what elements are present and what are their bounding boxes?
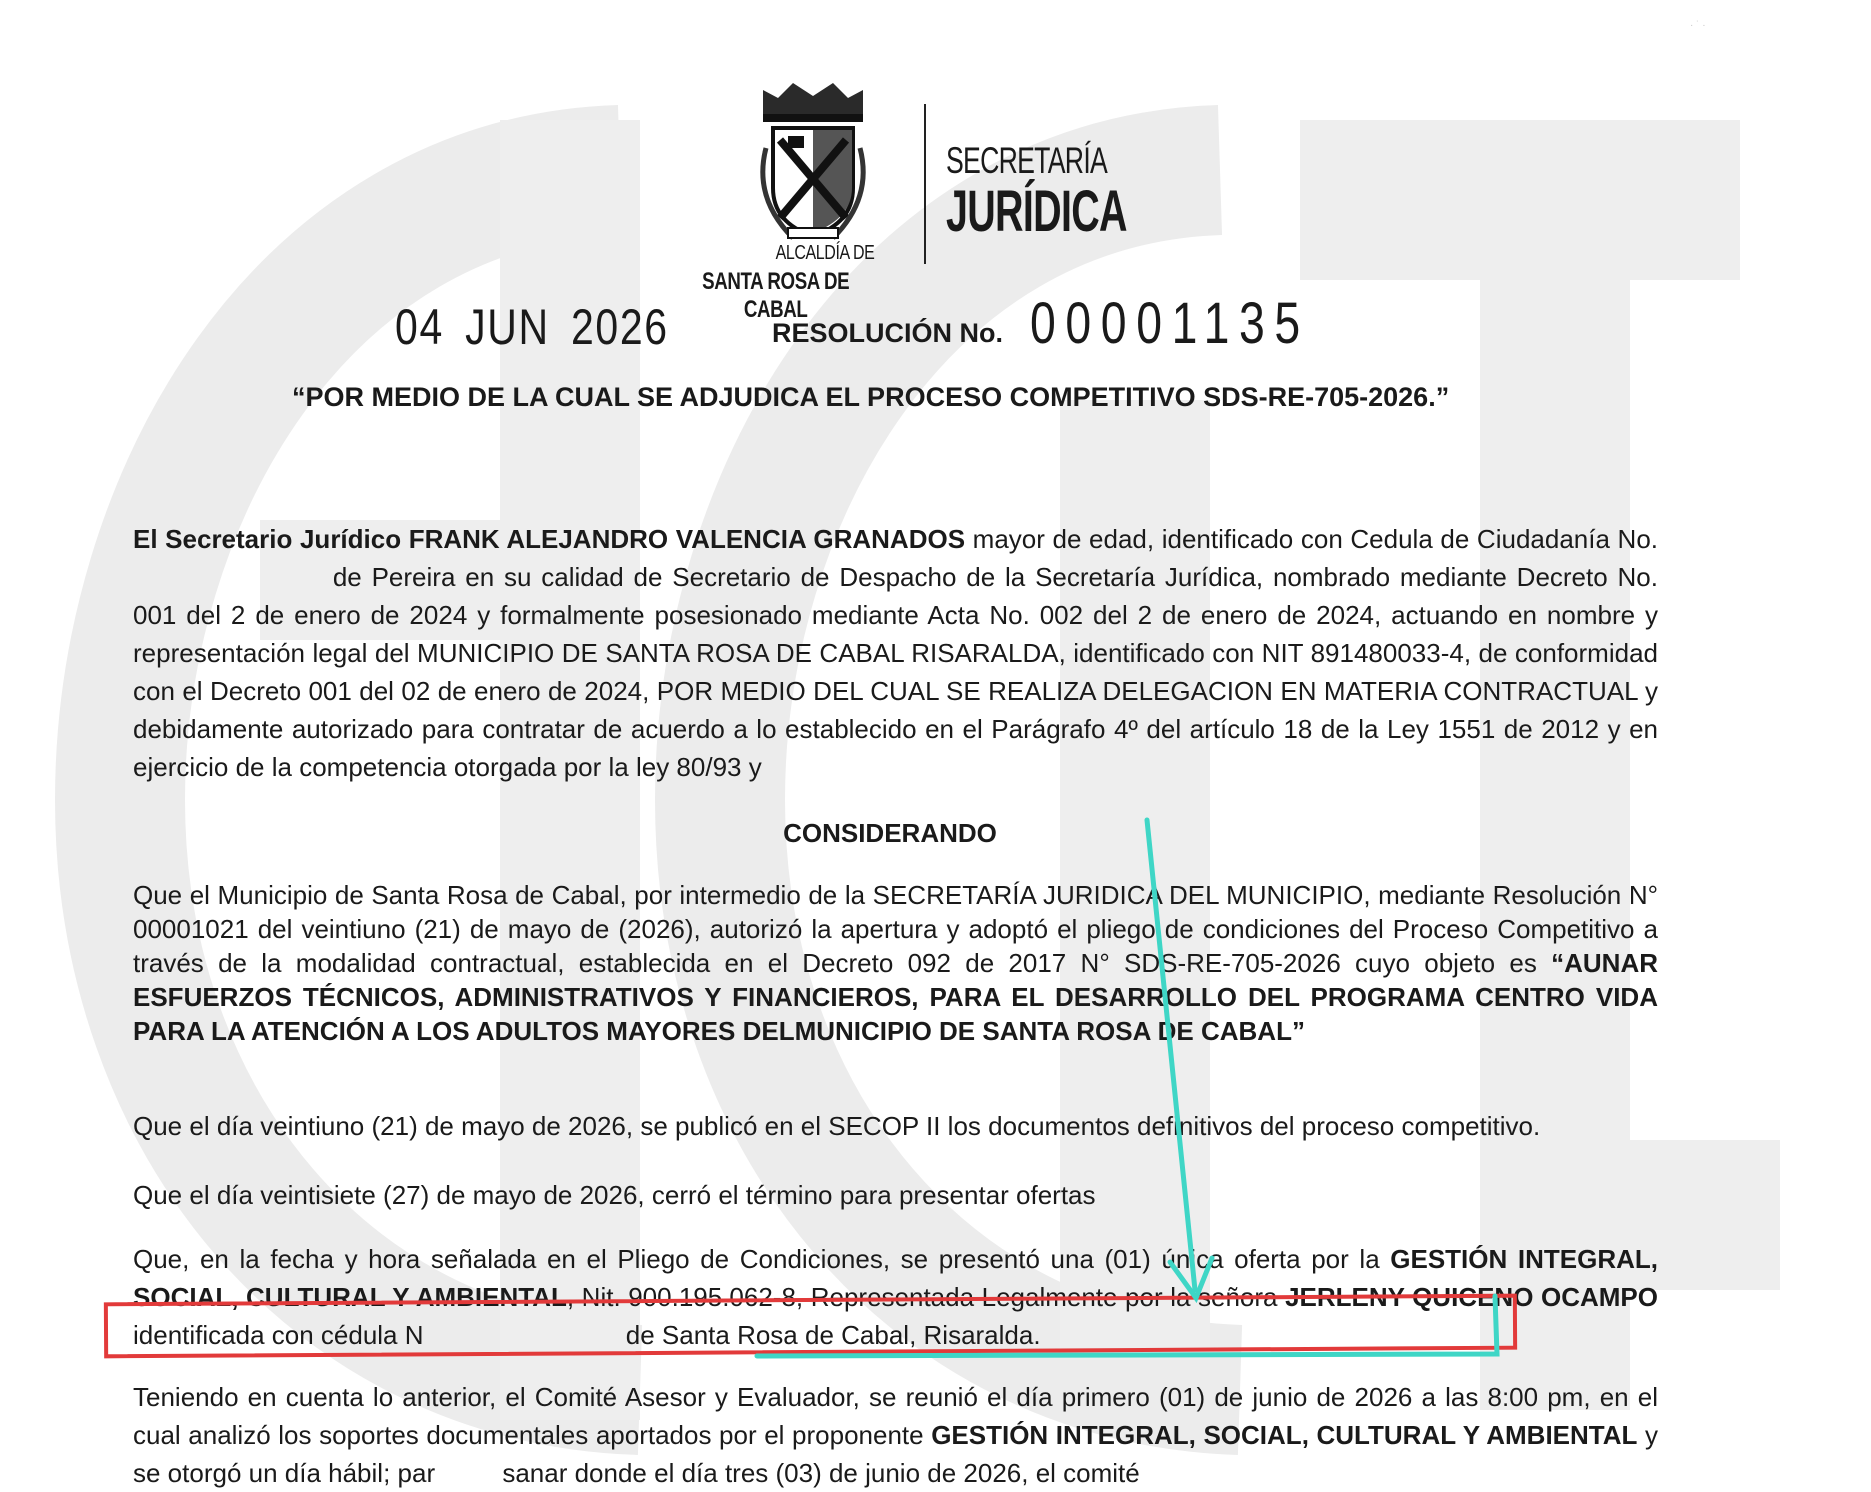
p5-text-3: identificada con cédula N [133,1320,424,1350]
document-title: “POR MEDIO DE LA CUAL SE ADJUDICA EL PROCESO COMPETITIVO SDS-RE-705-2026.” [292,382,1450,412]
section-heading-considerando: CONSIDERANDO [783,818,997,848]
stamp-date: 04 JUN 2026 [395,299,669,355]
scan-specks: · ˙ · [1690,20,1706,31]
p6-text-3: sanar donde el día tres (03) de junio de 2026, el comité [495,1458,1140,1488]
signer-name: El Secretario Jurídico FRANK ALEJANDRO VALENCIA GRANADOS [133,524,966,554]
contract-object: “AUNAR ESFUERZOS TÉCNICOS, ADMINISTRATIVOS Y FINANCIEROS, PARA EL DESARROLLO DEL PROGRAMA CENTRO VIDA PARA LA ATENCIÓN A LOS ADULTOS MAYORES DELMUNICIPIO DE SANTA ROSA DE CABAL” [133,948,1658,1046]
p6-text-2: y se otorgó un día hábil; par [133,1420,1658,1488]
p5-text-4: de Santa Rosa de Cabal, Risaralda. [618,1320,1041,1350]
paragraph-offer-close: Que el día veintisiete (27) de mayo de 2026, cerró el término para presentar ofertas [133,1180,1096,1210]
intro-text-1: mayor de edad, identificado con Cedula de Ciudadanía No. [965,524,1659,554]
alcaldia-label-line2: SANTA ROSA DE CABAL [702,268,850,323]
p2-text: Que el Municipio de Santa Rosa de Cabal, por intermedio de la SECRETARÍA JURIDICA DEL MUNICIPIO, mediante Resolución N° 00001021 del veintiuno (21) de mayo de (2026), autorizó la apertura y adoptó el pliego de condiciones del Proceso Competitivo a través de la modalidad contractual, establecida en el Decreto 092 de 2017 N° SDS-RE-705-2026 cuyo objeto es [133,880,1658,978]
paragraph-secop-publication: Que el día veintiuno (21) de mayo de 2026, se publicó en el SECOP II los documentos definitivos del proceso competitivo. [133,1111,1541,1141]
resolution-number: 00001135 [1030,291,1310,356]
resolution-label: RESOLUCIÓN No. [772,318,1004,348]
annotation-underline [757,1296,1497,1356]
alcaldia-label-line1: ALCALDÍA DE [775,242,875,264]
department-line2: JURÍDICA [946,179,1127,244]
intro-text-2: de Pereira en su calidad de Secretario de Despacho de la Secretaría Jurídica, nombrado mediante Decreto No. 001 del 2 de enero de 2024 y formalmente posesionado mediante Acta No. 002 del 2 de enero de 2024, actuando en nombre y representación legal del MUNICIPIO DE SANTA ROSA DE CABAL RISARALDA, identificado con NIT 891480033-4, de conformidad con el Decreto 001 del 02 de enero de 2024, POR MEDIO DEL CUAL SE REALIZA DELEGACION EN MATERIA CONTRACTUAL y debidamente autorizado para contratar de acuerdo a lo establecido en el Parágrafo 4º del artículo 18 de la Ley 1551 de 2012 y en ejercicio de la competencia otorgada por la ley 80/93 y [133,562,1658,782]
department-line1: SECRETARÍA [946,140,1108,181]
p5-text-1: Que, en la fecha y hora señalada en el Pliego de Condiciones, se presentó una (01) única oferta por la [133,1244,1391,1274]
bidder-name-2: GESTIÓN INTEGRAL, SOCIAL, CULTURAL Y AMBIENTAL [931,1420,1638,1450]
bidder-name: GESTIÓN INTEGRAL, SOCIAL, CULTURAL Y AMBIENTAL [133,1244,1658,1312]
p5-text-2: , Nit. 900.195.062-8, Representada Legalmente por la señora [566,1282,1286,1312]
annotation-arrow-line [1147,820,1195,1290]
legal-rep-name: JERLENY QUICENO OCAMPO [1285,1282,1658,1312]
p6-text-1: Teniendo en cuenta lo anterior, el Comité Asesor y Evaluador, se reunió el día primero (01) de junio de 2026 a las 8:00 pm, en el cual analizó los soportes documentales aportados por el proponente [133,1382,1658,1450]
